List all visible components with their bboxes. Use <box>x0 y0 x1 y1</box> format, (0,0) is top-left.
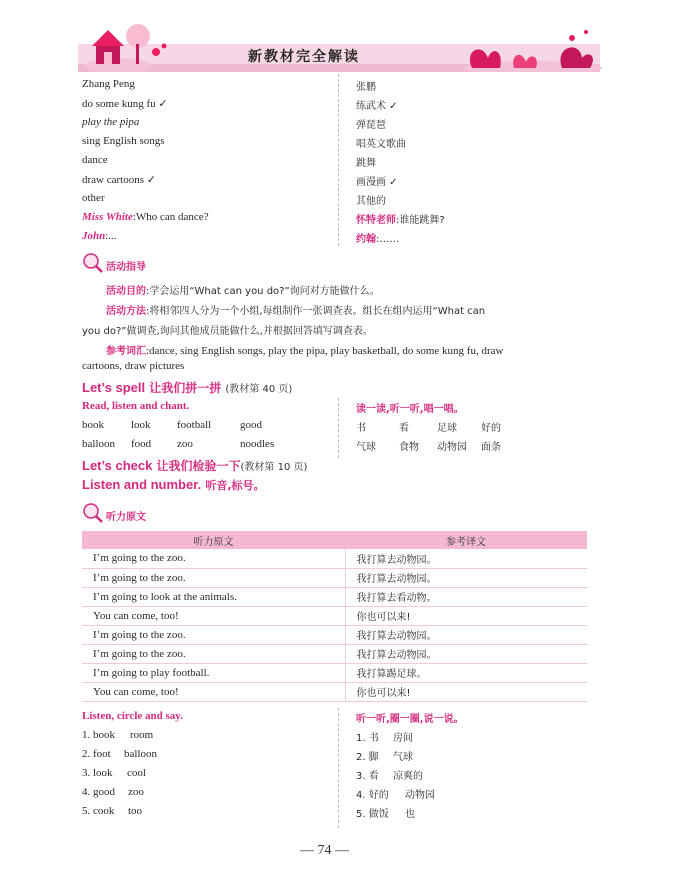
circle-item-en-word2: room <box>130 729 154 741</box>
table-cell-en: I’m going to play football. <box>82 663 345 682</box>
survey-en-5: draw cartoons ✓ <box>82 174 156 186</box>
method-text-1: :将相邻四人分为一个小组,每组制作一张调查表。组长在组内运用“What can <box>146 306 486 317</box>
circle-item-zh: 1. 书 <box>356 733 379 744</box>
spell-word-zh: 看 <box>399 423 409 434</box>
survey-en-0: Zhang Peng <box>82 78 135 90</box>
plants-decoration-icon <box>452 28 602 72</box>
survey-en-1: do some kung fu ✓ <box>82 98 168 110</box>
column-divider <box>338 74 339 246</box>
table-row <box>82 625 587 644</box>
speaker-name: John <box>82 230 106 242</box>
table-row <box>82 644 587 663</box>
table-cell-zh: 我打算去动物园。 <box>345 568 587 587</box>
house-tree-decoration-icon <box>78 14 178 72</box>
circle-heading-zh: 听一听,圈一圈,说一说。 <box>356 714 464 725</box>
table-row <box>82 606 587 625</box>
table-cell-zh: 你也可以来! <box>345 606 587 625</box>
circle-heading-en: Listen, circle and say. <box>82 710 183 722</box>
dialog-john-en <box>82 230 117 242</box>
spell-word: noodles <box>240 438 275 450</box>
circle-item-en: 1. book <box>82 729 115 741</box>
check-sub <box>82 477 265 493</box>
speaker-name: 约翰 <box>356 234 376 245</box>
activity-purpose <box>106 282 380 297</box>
survey-en-4: dance <box>82 154 108 166</box>
spell-word: balloon <box>82 438 115 450</box>
vocab-label: 参考词汇 <box>106 346 146 357</box>
activity-method <box>106 302 485 317</box>
spell-heading-zh: 让我们拼一拼 <box>149 381 222 395</box>
circle-item-en-word2: cool <box>127 767 146 779</box>
survey-zh-4: 跳舞 <box>356 158 376 169</box>
spell-word-zh: 食物 <box>399 442 419 453</box>
vocab-text-2: cartoons, draw pictures <box>82 360 185 372</box>
table-row <box>82 549 587 568</box>
table-cell-en: I’m going to the zoo. <box>82 625 345 644</box>
survey-en-2: play the pipa <box>82 116 140 128</box>
dialog-line: :Who can dance? <box>132 211 209 223</box>
spell-word-zh: 动物园 <box>437 442 467 453</box>
circle-item-en-word2: too <box>128 805 143 817</box>
magnifier-icon <box>82 502 104 524</box>
purpose-label: 活动目的 <box>106 286 146 297</box>
dialog-line: :…… <box>376 234 400 245</box>
spell-word-zh: 书 <box>356 423 366 434</box>
table-row <box>82 568 587 587</box>
vocab-text-1: :dance, sing English songs, play the pipa, play basketball, do some kung fu, draw <box>146 345 504 357</box>
dialog-john-zh <box>356 230 399 245</box>
circle-item-en: 5. cook <box>82 805 115 817</box>
table-cell-en: I’m going to the zoo. <box>82 568 345 587</box>
method-text-2: you do?”做调查,询问其他成员能做什么,并根据回答填写调查表。 <box>82 326 373 337</box>
circle-item-zh: 3. 看 <box>356 771 379 782</box>
table-cell-en: You can come, too! <box>82 682 345 701</box>
dialog-line: :... <box>105 230 117 242</box>
spell-word-zh: 足球 <box>437 423 457 434</box>
activity-heading: 活动指导 <box>106 262 146 273</box>
spell-ref: (教材第 40 页) <box>225 384 293 395</box>
check-sub-en: Listen and number. <box>82 477 202 492</box>
dialog-miss-white-zh <box>356 211 445 226</box>
activity-vocab <box>106 342 503 357</box>
table-row <box>82 663 587 682</box>
table-cell-zh: 我打算去动物园。 <box>345 549 587 568</box>
spell-word: look <box>131 419 151 431</box>
table-cell-zh: 我打算去动物园。 <box>345 644 587 663</box>
circle-item-en-word2: balloon <box>124 748 157 760</box>
purpose-text: :学会运用“What can you do?”询问对方能做什么。 <box>146 286 380 297</box>
transcript-table <box>82 531 587 702</box>
survey-zh-1: 练武术 ✓ <box>356 101 398 112</box>
survey-zh-2: 弹琵琶 <box>356 120 386 131</box>
table-row <box>82 587 587 606</box>
circle-item-zh-word2: 动物园 <box>405 790 435 801</box>
circle-item-en: 4. good <box>82 786 115 798</box>
spell-heading <box>82 379 292 396</box>
column-divider <box>338 708 339 828</box>
table-header-row <box>82 531 587 549</box>
table-cell-zh: 我打算去动物园。 <box>345 625 587 644</box>
check-sub-zh: 听音,标号。 <box>205 479 265 492</box>
table-header-original: 听力原文 <box>82 531 345 549</box>
survey-zh-6: 其他的 <box>356 196 386 207</box>
circle-item-en-word2: zoo <box>128 786 144 798</box>
circle-item-zh-word2: 气球 <box>393 752 413 763</box>
table-cell-en: I’m going to look at the animals. <box>82 587 345 606</box>
circle-item-en: 3. look <box>82 767 113 779</box>
check-heading-zh: 让我们检验一下 <box>156 459 241 473</box>
spell-word-zh: 气球 <box>356 442 376 453</box>
table-cell-en: I’m going to the zoo. <box>82 549 345 568</box>
circle-item-zh-word2: 也 <box>405 809 415 820</box>
check-heading <box>82 457 307 474</box>
table-cell-en: I’m going to the zoo. <box>82 644 345 663</box>
dialog-miss-white-en <box>82 211 209 223</box>
spell-word: book <box>82 419 104 431</box>
table-header-translation: 参考译文 <box>345 531 587 549</box>
survey-en-3: sing English songs <box>82 135 165 147</box>
column-divider <box>338 398 339 458</box>
table-cell-zh: 我打算踢足球。 <box>345 663 587 682</box>
spell-sub-zh: 读一读,听一听,唱一唱。 <box>356 404 464 415</box>
spell-sub-en: Read, listen and chant. <box>82 400 190 412</box>
circle-item-zh: 2. 脚 <box>356 752 379 763</box>
speaker-name: 怀特老师 <box>356 215 396 226</box>
spell-word-zh: 面条 <box>481 442 501 453</box>
method-label: 活动方法 <box>106 306 146 317</box>
survey-zh-5: 画漫画 ✓ <box>356 177 398 188</box>
spell-word-zh: 好的 <box>481 423 501 434</box>
header-title: 新教材完全解读 <box>248 49 360 65</box>
table-cell-zh: 我打算去看动物。 <box>345 587 587 606</box>
tape-heading: 听力原文 <box>106 512 146 523</box>
magnifier-icon <box>82 252 104 274</box>
survey-zh-0: 张鹏 <box>356 82 376 93</box>
circle-item-zh: 4. 好的 <box>356 790 389 801</box>
table-row <box>82 682 587 701</box>
spell-heading-en: Let’s spell <box>82 380 146 395</box>
table-cell-en: You can come, too! <box>82 606 345 625</box>
circle-item-zh-word2: 凉爽的 <box>393 771 423 782</box>
check-heading-en: Let’s check <box>82 458 153 473</box>
page-number: — 74 — <box>300 843 349 858</box>
speaker-name: Miss White <box>82 211 133 223</box>
spell-word: football <box>177 419 212 431</box>
check-ref: (教材第 10 页) <box>240 462 308 473</box>
table-cell-zh: 你也可以来! <box>345 682 587 701</box>
survey-zh-3: 唱英文歌曲 <box>356 139 406 150</box>
spell-word: good <box>240 419 262 431</box>
spell-word: zoo <box>177 438 193 450</box>
circle-item-zh: 5. 做饭 <box>356 809 389 820</box>
circle-item-zh-word2: 房间 <box>393 733 413 744</box>
survey-en-6: other <box>82 192 105 204</box>
spell-word: food <box>131 438 152 450</box>
circle-item-en: 2. foot <box>82 748 111 760</box>
dialog-line: :谁能跳舞? <box>396 215 445 226</box>
